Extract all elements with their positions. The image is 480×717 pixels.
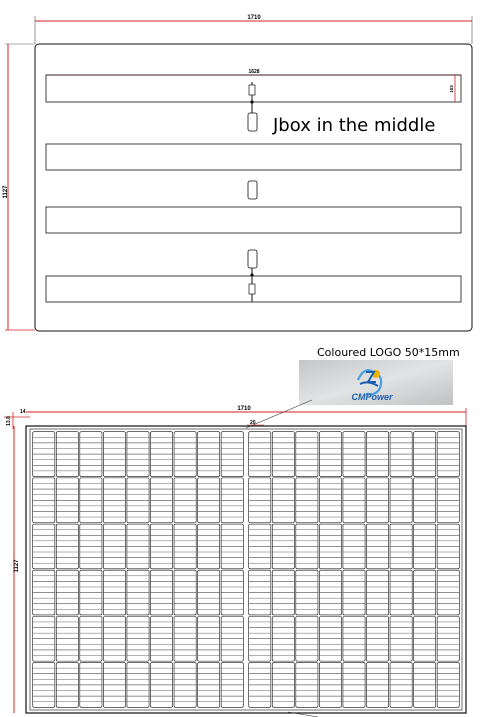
front-view [4, 400, 466, 717]
junction-box-middle [248, 181, 257, 199]
logo-wordmark: CMPower [351, 392, 393, 402]
front-frame-dim-text: 13.8 [6, 416, 12, 426]
jbox-note: Jbox in the middle [273, 115, 436, 136]
logo-caption: Coloured LOGO 50*15mm [317, 346, 460, 359]
back-width-dim-text: 1710 [247, 15, 261, 21]
front-edge-dim-text: 14 [20, 409, 26, 415]
strip-length-dim-text: 1628 [248, 69, 260, 75]
front-height-dim-text: 1127 [14, 559, 20, 573]
junction-box-top [248, 113, 257, 131]
logo-area [299, 346, 460, 405]
back-strip-2 [46, 144, 461, 170]
back-view [3, 15, 472, 331]
front-panel-frame [26, 426, 466, 713]
front-width-dim-text: 1710 [237, 406, 251, 412]
strip-height-dim-text: 103 [449, 85, 454, 93]
front-gap-dim-text: 20 [250, 420, 256, 426]
junction-box-bottom [248, 250, 257, 268]
back-strip-3 [46, 207, 461, 233]
solar-cell-grid [33, 432, 460, 708]
back-height-dim-text: 1127 [3, 185, 9, 199]
